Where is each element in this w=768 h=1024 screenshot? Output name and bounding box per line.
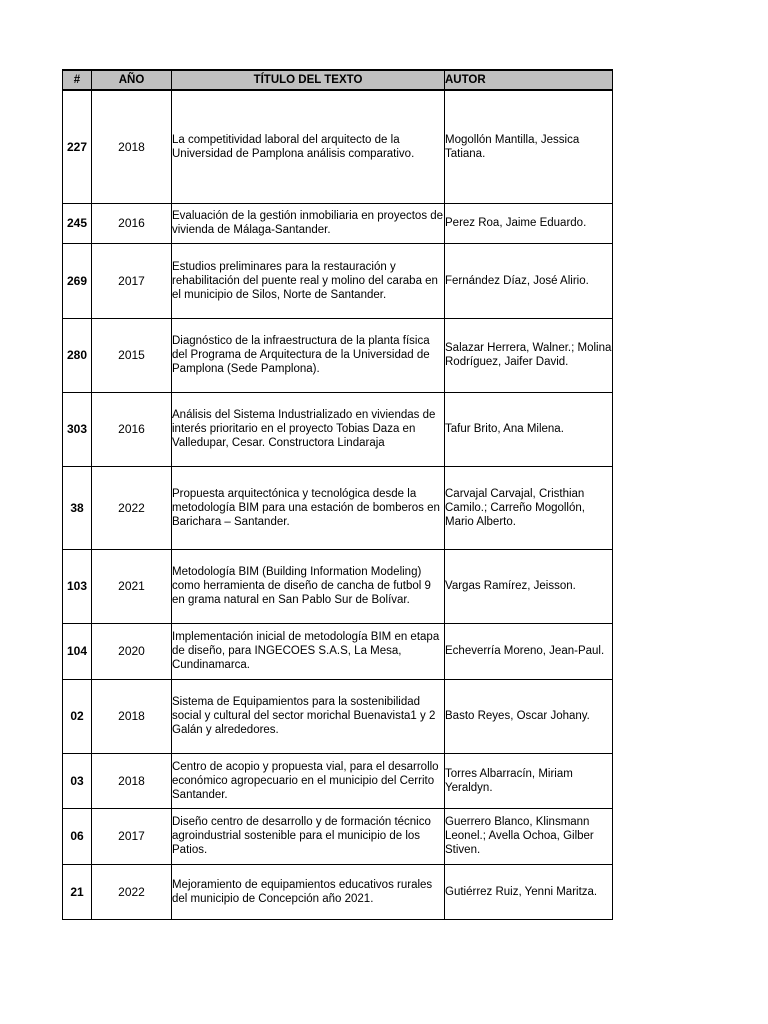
row-title: Diagnóstico de la infraestructura de la planta física del Programa de Arquitectura de la Universidad de Pamplona (Sede Pamplona). <box>172 318 445 392</box>
row-year: 2022 <box>92 864 172 919</box>
row-author: Perez Roa, Jaime Eduardo. <box>445 203 613 243</box>
header-year: AÑO <box>92 70 172 90</box>
row-title: Análisis del Sistema Industrializado en viviendas de interés prioritario en el proyecto Tobias Daza en Valledupar, Cesar. Constructora Lindaraja <box>172 392 445 466</box>
row-year: 2022 <box>92 466 172 549</box>
table-row <box>63 679 613 753</box>
row-number: 02 <box>63 679 92 753</box>
table-row <box>63 243 613 318</box>
table-row <box>63 203 613 243</box>
row-year: 2017 <box>92 808 172 864</box>
row-author: Guerrero Blanco, Klinsmann Leonel.; Avella Ochoa, Gilber Stiven. <box>445 808 613 864</box>
row-number: 269 <box>63 243 92 318</box>
row-title: Centro de acopio y propuesta vial, para el desarrollo económico agropecuario en el municipio del Cerrito Santander. <box>172 753 445 808</box>
row-year: 2018 <box>92 679 172 753</box>
table-row <box>63 808 613 864</box>
row-title: Estudios preliminares para la restauración y rehabilitación del puente real y molino del caraba en el municipio de Silos, Norte de Santander. <box>172 243 445 318</box>
row-title: Mejoramiento de equipamientos educativos rurales del municipio de Concepción año 2021. <box>172 864 445 919</box>
row-number: 104 <box>63 623 92 679</box>
table-row <box>63 392 613 466</box>
row-author: Echeverría Moreno, Jean-Paul. <box>445 623 613 679</box>
table-row <box>63 864 613 919</box>
table-header-row <box>63 70 613 90</box>
header-author: AUTOR <box>445 70 613 90</box>
row-title: Evaluación de la gestión inmobiliaria en proyectos de vivienda de Málaga-Santander. <box>172 203 445 243</box>
row-number: 303 <box>63 392 92 466</box>
table-row <box>63 90 613 203</box>
row-year: 2017 <box>92 243 172 318</box>
row-number: 06 <box>63 808 92 864</box>
row-author: Tafur Brito, Ana Milena. <box>445 392 613 466</box>
row-number: 03 <box>63 753 92 808</box>
row-title: Propuesta arquitectónica y tecnológica desde la metodología BIM para una estación de bomberos en Barichara – Santander. <box>172 466 445 549</box>
row-title: La competitividad laboral del arquitecto de la Universidad de Pamplona análisis comparativo. <box>172 90 445 203</box>
row-title: Metodología BIM (Building Information Modeling) como herramienta de diseño de cancha de futbol 9 en grama natural en San Pablo Sur de Bolívar. <box>172 549 445 623</box>
table-row <box>63 318 613 392</box>
row-number: 227 <box>63 90 92 203</box>
row-number: 21 <box>63 864 92 919</box>
row-title: Diseño centro de desarrollo y de formación técnico agroindustrial sostenible para el municipio de los Patios. <box>172 808 445 864</box>
row-author: Fernández Díaz, José Alirio. <box>445 243 613 318</box>
table-row <box>63 753 613 808</box>
table-row <box>63 466 613 549</box>
table-row <box>63 549 613 623</box>
row-author: Carvajal Carvajal, Cristhian Camilo.; Carreño Mogollón, Mario Alberto. <box>445 466 613 549</box>
row-author: Mogollón Mantilla, Jessica Tatiana. <box>445 90 613 203</box>
row-number: 280 <box>63 318 92 392</box>
row-year: 2020 <box>92 623 172 679</box>
table-row <box>63 623 613 679</box>
row-number: 103 <box>63 549 92 623</box>
row-year: 2016 <box>92 392 172 466</box>
row-year: 2016 <box>92 203 172 243</box>
row-year: 2021 <box>92 549 172 623</box>
header-title: TÍTULO DEL TEXTO <box>172 70 445 90</box>
row-author: Gutiérrez Ruiz, Yenni Maritza. <box>445 864 613 919</box>
row-author: Salazar Herrera, Walner.; Molina Rodríguez, Jaifer David. <box>445 318 613 392</box>
row-number: 245 <box>63 203 92 243</box>
row-number: 38 <box>63 466 92 549</box>
header-number: # <box>63 70 92 90</box>
row-title: Sistema de Equipamientos para la sostenibilidad social y cultural del sector morichal Buenavista1 y 2 Galán y alrededores. <box>172 679 445 753</box>
thesis-table <box>62 69 613 920</box>
row-author: Basto Reyes, Oscar Johany. <box>445 679 613 753</box>
row-author: Vargas Ramírez, Jeisson. <box>445 549 613 623</box>
row-year: 2018 <box>92 753 172 808</box>
row-year: 2018 <box>92 90 172 203</box>
row-year: 2015 <box>92 318 172 392</box>
row-author: Torres Albarracín, Miriam Yeraldyn. <box>445 753 613 808</box>
row-title: Implementación inicial de metodología BIM en etapa de diseño, para INGECOES S.A.S, La Mesa, Cundinamarca. <box>172 623 445 679</box>
